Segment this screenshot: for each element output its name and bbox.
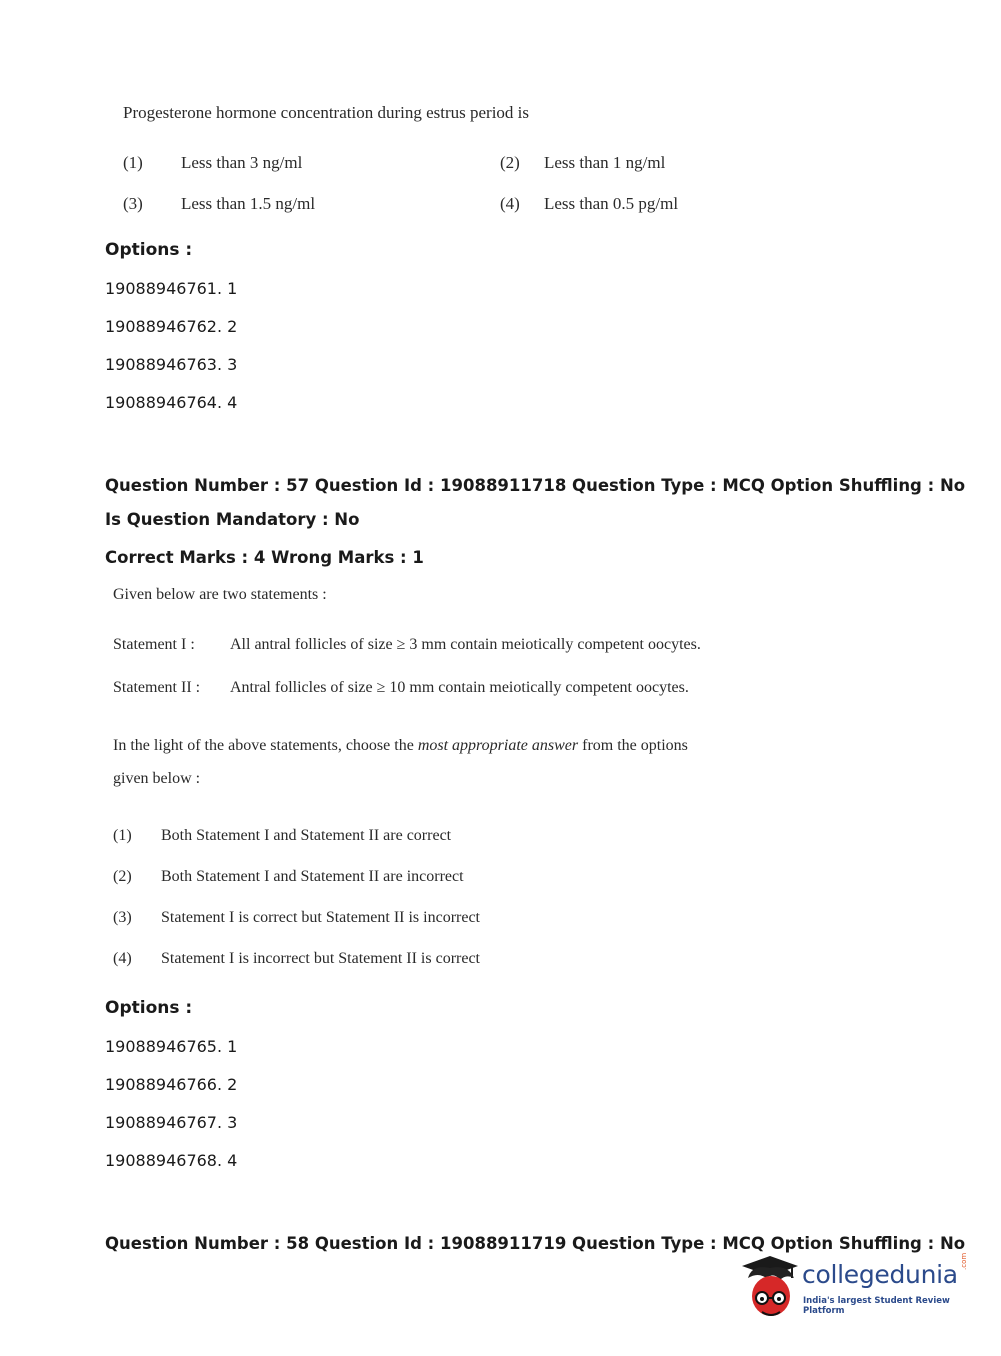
logo-suffix: .com [960, 1252, 968, 1270]
question-instruction [113, 737, 688, 755]
choice-text: Less than 1 ng/ml [544, 153, 666, 172]
option-line: 19088946767. 3 [105, 1113, 238, 1132]
choice-text: Statement I is correct but Statement II is incorrect [161, 909, 480, 926]
choice-number: (2) [113, 868, 132, 885]
option-line: 19088946761. 1 [105, 279, 238, 298]
question-meta: Question Number : 57 Question Id : 19088911718 Question Type : MCQ Option Shuffling : No [105, 476, 966, 495]
logo-tagline: India's largest Student Review Platform [803, 1296, 950, 1316]
statement-text: All antral follicles of size ≥ 3 mm contain meiotically competent oocytes. [230, 636, 701, 653]
choice-number: (4) [113, 950, 132, 967]
choice-number: (3) [123, 194, 143, 213]
option-line: 19088946766. 2 [105, 1075, 238, 1094]
mascot-icon [742, 1256, 804, 1326]
choice-text: Less than 0.5 pg/ml [544, 194, 679, 213]
choice-text: Less than 3 ng/ml [181, 153, 303, 172]
choice-number: (1) [113, 827, 132, 844]
choice-number: (1) [123, 153, 143, 172]
statement-label: Statement II : [113, 679, 201, 696]
option-line: 19088946764. 4 [105, 393, 238, 412]
option-line: 19088946762. 2 [105, 317, 238, 336]
instruction-emphasis: most appropriate answer [417, 737, 579, 754]
choice-text: Both Statement I and Statement II are correct [161, 827, 452, 844]
option-line: 19088946763. 3 [105, 355, 238, 374]
choice-number: (4) [500, 194, 520, 213]
question-marks: Correct Marks : 4 Wrong Marks : 1 [105, 548, 424, 567]
choice-number: (3) [113, 909, 132, 926]
choice-text: Statement I is incorrect but Statement II is correct [161, 950, 480, 967]
instruction-text: In the light of the above statements, choose the [113, 737, 418, 754]
question-meta: Question Number : 58 Question Id : 19088911719 Question Type : MCQ Option Shuffling : No [105, 1234, 966, 1253]
question-stem: Progesterone hormone concentration during estrus period is [123, 103, 530, 122]
logo-wordmark: collegedunia [802, 1260, 958, 1289]
question-instruction-cont: given below : [113, 770, 201, 787]
option-line: 19088946768. 4 [105, 1151, 238, 1170]
question-mandatory: Is Question Mandatory : No [105, 510, 360, 529]
choice-number: (2) [500, 153, 520, 172]
choice-text: Less than 1.5 ng/ml [181, 194, 316, 213]
option-line: 19088946765. 1 [105, 1037, 238, 1056]
statement-text: Antral follicles of size ≥ 10 mm contain meiotically competent oocytes. [230, 679, 689, 696]
collegedunia-logo [742, 1252, 972, 1326]
instruction-text: from the options [578, 737, 688, 754]
choice-text: Both Statement I and Statement II are incorrect [161, 868, 464, 885]
question-intro: Given below are two statements : [113, 586, 327, 603]
options-heading: Options : [105, 998, 193, 1018]
statement-label: Statement I : [113, 636, 195, 653]
options-heading: Options : [105, 240, 193, 260]
